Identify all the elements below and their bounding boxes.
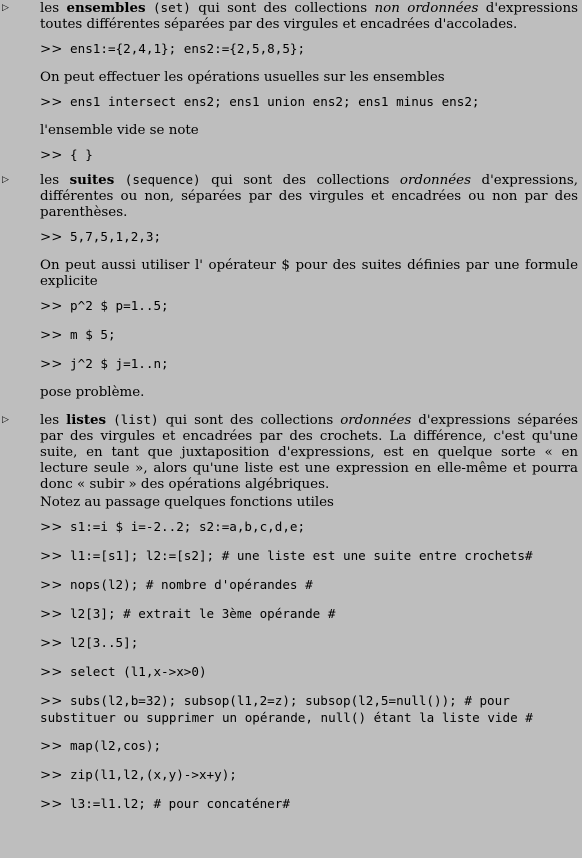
code-line: >> ens1 intersect ens2; ens1 union ens2; ens1 minus ens2; [40, 94, 480, 110]
sets-intro: les ensembles (set) qui sont des collections non ordonnées d'expressions toutes différentes séparées par des virgules et encadrées d'accolades. [40, 0, 578, 32]
code-line: >> p^2 $ p=1..5; [40, 298, 169, 314]
code-line: >> j^2 $ j=1..n; [40, 356, 169, 372]
code-line: >> ens1:={2,4,1}; ens2:={2,5,8,5}; [40, 41, 306, 57]
code-line: >> l2[3..5]; [40, 635, 139, 651]
code-line: >> select (l1,x->x>0) [40, 664, 207, 680]
sets-text2: On peut effectuer les opérations usuelles sur les ensembles [40, 70, 445, 85]
seq-intro: les suites (sequence) qui sont des collections ordonnées d'expressions, différentes ou non, séparées par des virgules et encadrées ou non par des parenthèses. [40, 172, 578, 220]
term-listes: listes [66, 412, 107, 428]
bullet-triangle-icon: ▷ [2, 3, 9, 13]
lists-intro: les listes (list) qui sont des collections ordonnées d'expressions séparées par des virgules et encadrées par des crochets. La différence, c'est qu'une suite, en tant que juxtaposition d'expressions, est en quelque sorte « en lecture seule », alors qu'une liste est une expression en elle-même et pourra donc « subir » des opérations algébriques. [40, 412, 578, 492]
bullet-triangle-icon: ▷ [2, 415, 9, 425]
item-lists [40, 412, 578, 825]
lists-text2: Notez au passage quelques fonctions utiles [40, 495, 334, 510]
code-line: >> m $ 5; [40, 327, 116, 343]
seq-text3: pose problème. [40, 385, 145, 400]
code-line: >> l2[3]; # extrait le 3ème opérande # [40, 606, 336, 622]
code-line: >> zip(l1,l2,(x,y)->x+y); [40, 767, 237, 783]
sets-text3: l'ensemble vide se note [40, 123, 199, 138]
code-line: >> s1:=i $ i=-2..2; s2:=a,b,c,d,e; [40, 519, 306, 535]
code-line: >> map(l2,cos); [40, 738, 162, 754]
code-line: >> l3:=l1.l2; # pour concaténer# [40, 796, 290, 812]
item-sequences [40, 172, 578, 409]
item-sets [40, 0, 578, 176]
code-line: >> { } [40, 147, 93, 163]
code-line: >> 5,7,5,1,2,3; [40, 229, 162, 245]
code-line: >> l1:=[s1]; l2:=[s2]; # une liste est une suite entre crochets# [40, 548, 533, 564]
term-suites: suites [69, 172, 115, 188]
code-line: >> nops(l2); # nombre d'opérandes # [40, 577, 313, 593]
term-ensembles: ensembles [66, 0, 146, 16]
bullet-triangle-icon: ▷ [2, 175, 9, 185]
seq-text2: On peut aussi utiliser l' opérateur $ pour des suites définies par une formule explicite [40, 258, 578, 289]
code-line: >> subs(l2,b=32); subsop(l1,2=z); subsop(l2,5=null()); # pour substituer ou supprimer un opérande, null() étant la liste vide # [40, 693, 533, 725]
